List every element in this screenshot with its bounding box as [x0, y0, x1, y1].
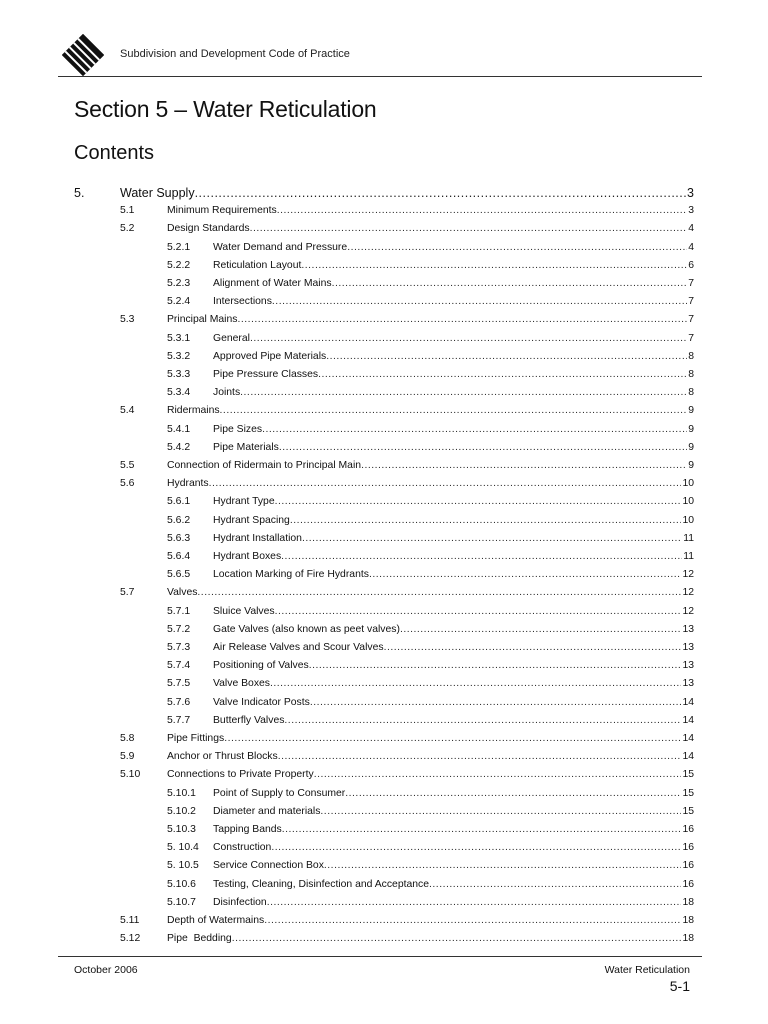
dot-leader: [237, 311, 687, 329]
toc-entry-page: 9: [687, 421, 694, 439]
toc-entry[interactable]: [0, 639, 768, 657]
toc-entry-page: 6: [687, 257, 694, 275]
toc-entry[interactable]: [0, 857, 768, 875]
toc-entry-title: Pipe Bedding: [167, 930, 232, 948]
toc-entry[interactable]: [0, 730, 768, 748]
toc-entry-title: Positioning of Valves: [213, 657, 309, 675]
dot-leader: [209, 475, 682, 493]
toc-entry[interactable]: [0, 803, 768, 821]
toc-entry-title: Joints: [213, 384, 240, 402]
dot-leader: [345, 785, 681, 803]
toc-entry-title: Sluice Valves: [213, 603, 275, 621]
toc-entry-page: 13: [681, 621, 694, 639]
toc-entry[interactable]: [0, 475, 768, 493]
toc-entry-title: Depth of Watermains: [167, 912, 264, 930]
toc-entry[interactable]: [0, 621, 768, 639]
toc-entry-title: Ridermains: [167, 402, 220, 420]
toc-entry-number: 5.4: [120, 405, 135, 417]
dot-leader: [275, 493, 682, 511]
toc-entry-title: Intersections: [213, 293, 272, 311]
contents-heading: Contents: [74, 142, 155, 164]
toc-entry-number: 5.7.2: [167, 623, 191, 635]
dot-leader: [347, 239, 687, 257]
dot-leader: [324, 857, 682, 875]
toc-entry-title: Connections to Private Property: [167, 766, 314, 784]
toc-entry-title: Pipe Fittings: [167, 730, 224, 748]
toc-entry-number: 5.3.1: [167, 332, 191, 344]
dot-leader: [400, 621, 682, 639]
toc-entry-number: 5.12: [120, 933, 141, 945]
toc-entry-number: 5.7.4: [167, 660, 191, 672]
toc-entry-number: 5.6.4: [167, 551, 191, 562]
toc-entry-number: 5.4.1: [167, 423, 191, 435]
dot-leader: [301, 257, 687, 275]
toc-entry-page: 4: [687, 220, 694, 238]
page-number: 5-1: [669, 978, 690, 994]
footer-section-name: Water Reticulation: [604, 964, 690, 976]
dot-leader: [332, 275, 688, 293]
dot-leader: [262, 421, 687, 439]
toc-entry-title: Point of Supply to Consumer: [213, 785, 345, 803]
toc-entry-page: 8: [687, 348, 694, 366]
toc-entry-number: 5.5: [120, 460, 135, 471]
dot-leader: [197, 584, 681, 602]
toc-entry-page: 12: [681, 584, 694, 602]
dot-leader: [310, 694, 682, 712]
toc-entry-number: 5.4.2: [167, 441, 191, 453]
toc-entry[interactable]: [0, 766, 768, 784]
toc-entry[interactable]: [0, 512, 768, 530]
toc-entry-page: 7: [687, 311, 694, 329]
toc-entry-number: 5. 10.4: [167, 842, 199, 854]
toc-entry[interactable]: [0, 348, 768, 366]
toc-entry[interactable]: [0, 493, 768, 511]
toc-entry-page: 3: [687, 186, 694, 200]
toc-entry-number: 5.6.3: [167, 532, 191, 544]
dot-leader: [220, 402, 688, 420]
toc-entry-title: Disinfection: [213, 894, 267, 912]
dot-leader: [250, 330, 687, 348]
toc-entry-page: 14: [681, 712, 694, 730]
section-title: Section 5 – Water Reticulation: [74, 96, 377, 122]
toc-entry-title: Minimum Requirements: [167, 202, 277, 220]
toc-entry-title: Testing, Cleaning, Disinfection and Acceptance: [213, 876, 429, 894]
toc-entry-page: 4: [687, 239, 694, 257]
toc-entry[interactable]: [0, 603, 768, 621]
dot-leader: [195, 184, 686, 202]
toc-entry-page: 16: [681, 876, 694, 894]
toc-entry-page: 18: [681, 894, 694, 912]
toc-entry-number: 5.2.4: [167, 296, 191, 308]
toc-entry[interactable]: [0, 257, 768, 275]
toc-entry-page: 14: [681, 730, 694, 748]
toc-entry[interactable]: [0, 202, 768, 220]
dot-leader: [290, 512, 682, 530]
dot-leader: [275, 603, 682, 621]
toc-entry-number: 5.3.2: [167, 350, 191, 362]
toc-entry-number: 5.9: [120, 751, 135, 763]
toc-entry-title: Hydrant Boxes: [213, 548, 281, 566]
dot-leader: [278, 748, 682, 766]
toc-entry[interactable]: [0, 421, 768, 439]
dot-leader: [272, 293, 687, 311]
toc-entry-number: 5.6.1: [167, 496, 191, 508]
toc-entry-number: 5.7.3: [167, 642, 191, 653]
toc-entry-title: Diameter and materials: [213, 803, 320, 821]
toc-entry[interactable]: [0, 876, 768, 894]
toc-entry-number: 5.3.4: [167, 387, 191, 399]
toc-entry-page: 9: [687, 402, 694, 420]
toc-entry-number: 5.7.5: [167, 678, 191, 690]
toc-entry-title: Water Supply: [120, 186, 195, 200]
toc-entry-title: Pipe Materials: [213, 439, 279, 457]
toc-entry[interactable]: [0, 239, 768, 257]
toc-entry-title: Tapping Bands: [213, 821, 282, 839]
toc-entry[interactable]: [0, 675, 768, 693]
toc-entry-page: 3: [687, 202, 694, 220]
dot-leader: [267, 894, 682, 912]
toc-entry[interactable]: [0, 785, 768, 803]
toc-entry-title: General: [213, 330, 250, 348]
toc-entry[interactable]: [0, 821, 768, 839]
toc-entry-title: Hydrants: [167, 475, 209, 493]
toc-entry[interactable]: [0, 384, 768, 402]
toc-entry-page: 8: [687, 384, 694, 402]
dot-leader: [224, 730, 681, 748]
toc-entry-title: Anchor or Thrust Blocks: [167, 748, 278, 766]
toc-entry-number: 5.2: [120, 223, 135, 235]
toc-entry-page: 16: [681, 839, 694, 857]
toc-entry-title: Reticulation Layout: [213, 257, 301, 275]
dot-leader: [309, 657, 682, 675]
dot-leader: [240, 384, 687, 402]
toc-entry-title: Water Demand and Pressure: [213, 239, 347, 257]
toc-entry-number: 5.2.3: [167, 278, 191, 289]
toc-entry-page: 13: [681, 675, 694, 693]
toc-entry-page: 15: [681, 803, 694, 821]
toc-entry[interactable]: [0, 712, 768, 730]
toc-entry[interactable]: [0, 439, 768, 457]
toc-entry-title: Pipe Pressure Classes: [213, 366, 318, 384]
toc-entry-page: 10: [681, 475, 694, 493]
toc-entry-page: 12: [681, 566, 694, 584]
toc-entry-title: Location Marking of Fire Hydrants: [213, 566, 369, 584]
dot-leader: [250, 220, 688, 238]
toc-entry[interactable]: [0, 330, 768, 348]
toc-entry[interactable]: [0, 293, 768, 311]
dot-leader: [232, 930, 682, 948]
toc-entry[interactable]: [0, 184, 768, 202]
toc-entry-number: 5.7.7: [167, 714, 191, 726]
dot-leader: [369, 566, 682, 584]
toc-entry-page: 15: [681, 766, 694, 784]
toc-entry-title: Principal Mains: [167, 311, 237, 329]
toc-entry-number: 5.3.3: [167, 369, 191, 380]
toc-entry-title: Connection of Ridermain to Principal Main: [167, 457, 361, 475]
toc-entry-page: 12: [681, 603, 694, 621]
toc-entry-number: 5.10: [120, 769, 141, 781]
toc-entry-title: Construction: [213, 839, 271, 857]
logo-icon: [62, 34, 104, 76]
toc-entry-page: 9: [687, 457, 694, 475]
dot-leader: [429, 876, 681, 894]
toc-entry-page: 13: [681, 657, 694, 675]
toc-entry-number: 5.10.6: [167, 878, 196, 890]
toc-entry[interactable]: [0, 275, 768, 293]
toc-entry-page: 14: [681, 694, 694, 712]
header-divider: [58, 76, 702, 77]
toc-entry-number: 5.10.2: [167, 805, 196, 817]
toc-entry[interactable]: [0, 366, 768, 384]
toc-entry-title: Hydrant Type: [213, 493, 275, 511]
toc-entry-page: 18: [681, 912, 694, 930]
toc-entry[interactable]: [0, 839, 768, 857]
dot-leader: [264, 912, 681, 930]
dot-leader: [314, 766, 682, 784]
toc-entry[interactable]: [0, 584, 768, 602]
toc-entry-number: 5.6.5: [167, 569, 191, 581]
toc-entry-page: 7: [687, 275, 694, 293]
toc-entry-page: 7: [687, 293, 694, 311]
toc-entry-number: 5.10.1: [167, 787, 196, 799]
toc-entry-title: Gate Valves (also known as peet valves): [213, 621, 400, 639]
footer-divider: [58, 956, 702, 957]
toc-entry-number: 5.6: [120, 478, 135, 490]
toc-entry-title: Service Connection Box: [213, 857, 324, 875]
toc-entry-number: 5.3: [120, 314, 135, 326]
dot-leader: [384, 639, 682, 657]
toc-entry[interactable]: [0, 694, 768, 712]
toc-entry-number: 5. 10.5: [167, 860, 199, 872]
toc-entry[interactable]: [0, 657, 768, 675]
dot-leader: [282, 821, 682, 839]
dot-leader: [271, 839, 681, 857]
toc-entry-number: 5.1: [120, 205, 135, 217]
toc-entry[interactable]: [0, 220, 768, 238]
toc-entry[interactable]: [0, 530, 768, 548]
toc-entry-page: 7: [687, 330, 694, 348]
dot-leader: [277, 202, 688, 220]
toc-entry-title: Valves: [167, 584, 197, 602]
toc-entry-title: Hydrant Installation: [213, 530, 302, 548]
toc-entry-page: 14: [681, 748, 694, 766]
toc-entry-number: 5.8: [120, 733, 135, 744]
toc-entry-page: 8: [687, 366, 694, 384]
toc-entry-page: 11: [682, 548, 694, 566]
toc-entry[interactable]: [0, 912, 768, 930]
toc-entry-title: Butterfly Valves: [213, 712, 284, 730]
dot-leader: [320, 803, 681, 821]
toc-entry-title: Valve Boxes: [213, 675, 270, 693]
dot-leader: [302, 530, 682, 548]
toc-entry-page: 11: [682, 530, 694, 548]
toc-entry-title: Hydrant Spacing: [213, 512, 290, 530]
toc-entry-number: 5.10.3: [167, 824, 196, 835]
toc-entry-number: 5.10.7: [167, 896, 196, 908]
dot-leader: [326, 348, 687, 366]
toc-entry-page: 16: [681, 821, 694, 839]
dot-leader: [284, 712, 681, 730]
dot-leader: [361, 457, 687, 475]
dot-leader: [279, 439, 687, 457]
toc-entry-title: Approved Pipe Materials: [213, 348, 326, 366]
dot-leader: [270, 675, 681, 693]
toc-entry[interactable]: [0, 457, 768, 475]
toc-entry-page: 9: [687, 439, 694, 457]
footer-date: October 2006: [74, 964, 138, 976]
toc-entry[interactable]: [0, 894, 768, 912]
toc-entry-page: 13: [681, 639, 694, 657]
toc-entry-number: 5.7.1: [167, 605, 191, 617]
toc-entry[interactable]: [0, 311, 768, 329]
toc-entry-number: 5.: [74, 186, 85, 200]
dot-leader: [281, 548, 682, 566]
toc-entry[interactable]: [0, 748, 768, 766]
toc-entry-number: 5.6.2: [167, 514, 191, 526]
toc-entry-title: Valve Indicator Posts: [213, 694, 310, 712]
toc-entry-title: Design Standards: [167, 220, 250, 238]
toc-entry[interactable]: [0, 548, 768, 566]
toc-entry[interactable]: [0, 566, 768, 584]
toc-entry-number: 5.7: [120, 587, 135, 599]
toc-entry-page: 16: [681, 857, 694, 875]
toc-entry[interactable]: [0, 402, 768, 420]
toc-entry-number: 5.2.1: [167, 241, 191, 253]
toc-entry-number: 5.11: [120, 915, 140, 926]
document-title: Subdivision and Development Code of Practice: [120, 48, 350, 60]
toc-entry-title: Pipe Sizes: [213, 421, 262, 439]
toc-entry-number: 5.2.2: [167, 259, 191, 271]
toc-entry-page: 10: [681, 512, 694, 530]
toc-entry-title: Alignment of Water Mains: [213, 275, 332, 293]
dot-leader: [318, 366, 687, 384]
toc-entry-title: Air Release Valves and Scour Valves: [213, 639, 384, 657]
toc-entry-page: 18: [681, 930, 694, 948]
toc-entry[interactable]: [0, 930, 768, 948]
toc-entry-page: 10: [681, 493, 694, 511]
toc-entry-page: 15: [681, 785, 694, 803]
toc-entry-number: 5.7.6: [167, 696, 191, 708]
